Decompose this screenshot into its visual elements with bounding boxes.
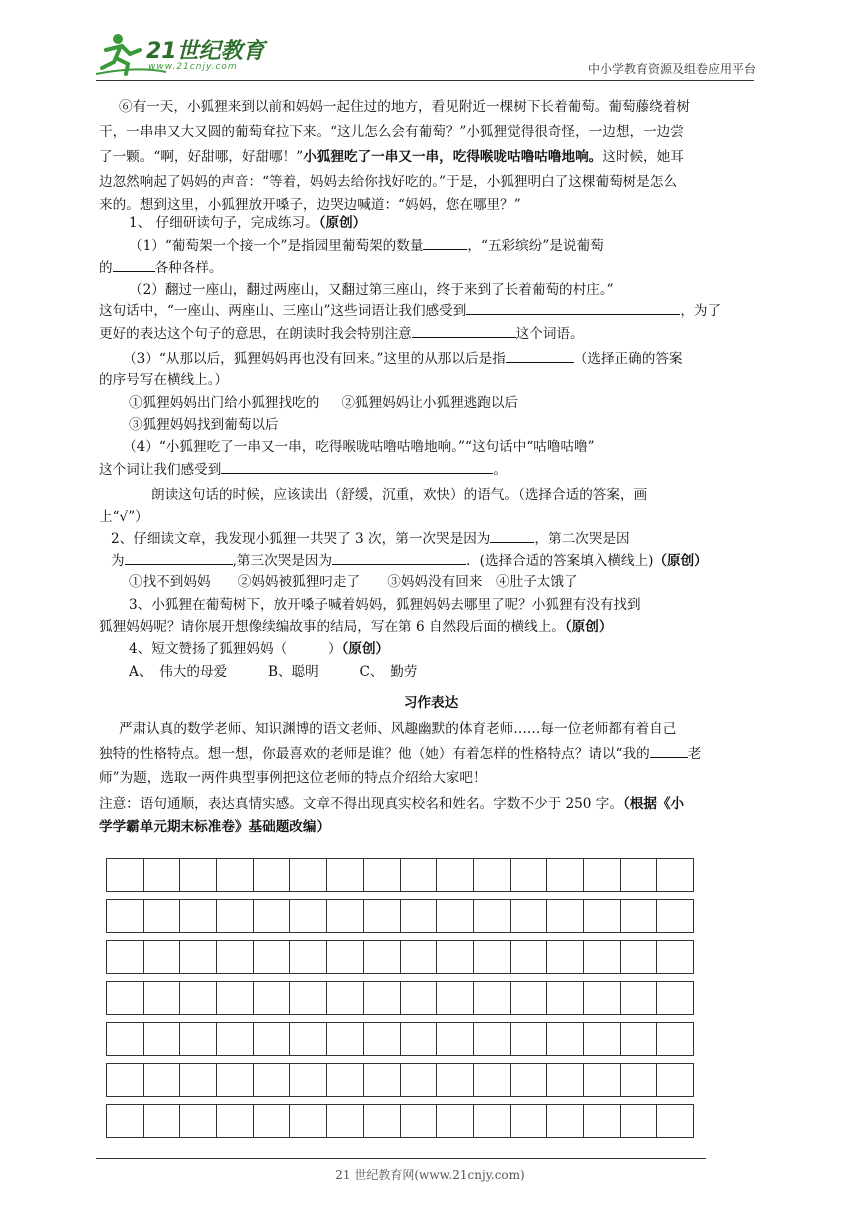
grid-cell[interactable] <box>143 981 180 1015</box>
logo-url: www.21cnjy.com <box>148 62 238 72</box>
grid-cell[interactable] <box>179 1022 216 1056</box>
grid-cell[interactable] <box>583 940 620 974</box>
grid-cell[interactable] <box>583 899 620 933</box>
passage-line-3 <box>99 147 684 167</box>
blank[interactable] <box>332 550 466 565</box>
grid-cell[interactable] <box>620 981 657 1015</box>
grid-cell[interactable] <box>179 899 216 933</box>
grid-cell[interactable] <box>400 858 437 892</box>
grid-cell[interactable] <box>143 1104 180 1138</box>
grid-cell[interactable] <box>106 940 143 974</box>
grid-cell[interactable] <box>436 1022 473 1056</box>
grid-cell[interactable] <box>583 981 620 1015</box>
grid-cell[interactable] <box>400 1022 437 1056</box>
footer-text: 21 世纪教育网(www.21cnjy.com) <box>335 1168 525 1182</box>
grid-cell[interactable] <box>546 1063 583 1097</box>
grid-cell[interactable] <box>363 1104 400 1138</box>
blank[interactable] <box>423 235 467 250</box>
grid-cell[interactable] <box>510 1104 547 1138</box>
grid-cell[interactable] <box>106 899 143 933</box>
q1-1-text: 的 <box>99 260 113 276</box>
q1-4: （4）“小狐狸吃了一串又一串，吃得喉咙咕噜咕噜地响。”“这句话中“咕噜咕噜” <box>123 439 595 455</box>
grid-cell[interactable] <box>473 899 510 933</box>
q4 <box>129 639 389 659</box>
grid-cell[interactable] <box>400 1104 437 1138</box>
writing-text: 独特的性格特点。想一想，你最喜欢的老师是谁？他（她）有着怎样的性格特点？请以“我的 <box>99 746 650 762</box>
passage-line-1: ⑥有一天，小狐狸来到以前和妈妈一起住过的地方，看见附近一棵树下长着葡萄。葡萄藤绕着树 <box>119 99 690 115</box>
grid-cell[interactable] <box>253 1063 290 1097</box>
grid-cell[interactable] <box>179 940 216 974</box>
q1-1-cont <box>99 257 223 278</box>
writing-p1: 严肃认真的数学老师、知识渊博的语文老师、风趣幽默的体育老师……每一位老师都有着自己 <box>119 721 677 737</box>
grid-cell[interactable] <box>326 940 363 974</box>
grid-cell[interactable] <box>546 899 583 933</box>
q2-text: ．(选择合适的答案填入横线上) <box>466 553 654 569</box>
blank[interactable] <box>466 300 680 315</box>
grid-cell[interactable] <box>289 1104 326 1138</box>
grid-cell[interactable] <box>106 1104 143 1138</box>
grid-cell[interactable] <box>289 981 326 1015</box>
q1-1-text: （1）“葡萄架一个接一个”是指园里葡萄架的数量 <box>129 238 424 254</box>
q1-2-text: 这句话中，“一座山、两座山、三座山”这些词语让我们感受到 <box>99 303 467 319</box>
grid-cell[interactable] <box>473 981 510 1015</box>
grid-cell[interactable] <box>326 1063 363 1097</box>
grid-cell[interactable] <box>216 1063 253 1097</box>
q2-text: 2、仔细读文章，我发现小狐狸一共哭了 3 次，第一次哭是因为 <box>111 531 491 547</box>
grid-cell[interactable] <box>106 858 143 892</box>
grid-row <box>106 981 694 1015</box>
grid-cell[interactable] <box>216 1104 253 1138</box>
grid-cell[interactable] <box>363 899 400 933</box>
grid-cell[interactable] <box>216 981 253 1015</box>
logo <box>96 30 296 80</box>
grid-cell[interactable] <box>289 1022 326 1056</box>
q1-1-text: 各种各样。 <box>154 260 223 276</box>
q2-text: ，第二次哭是因 <box>534 531 630 547</box>
grid-cell[interactable] <box>510 1022 547 1056</box>
grid-cell[interactable] <box>510 981 547 1015</box>
q2-cont <box>111 550 708 571</box>
q3-source: （原创） <box>564 619 613 635</box>
blank[interactable] <box>412 323 516 338</box>
writing-note <box>99 794 684 814</box>
grid-cell[interactable] <box>216 899 253 933</box>
grid-cell[interactable] <box>583 1022 620 1056</box>
grid-cell[interactable] <box>400 899 437 933</box>
grid-cell[interactable] <box>253 1104 290 1138</box>
q1-2-text: ，为了 <box>680 303 722 319</box>
footer-divider <box>96 1158 706 1159</box>
grid-cell[interactable] <box>510 899 547 933</box>
note-source: （根据《小 <box>622 796 685 812</box>
platform-name: 中小学教育资源及组卷应用平台 <box>587 62 756 76</box>
grid-row <box>106 1063 694 1097</box>
grid-cell[interactable] <box>473 1063 510 1097</box>
grid-cell[interactable] <box>656 1063 694 1097</box>
grid-cell[interactable] <box>583 858 620 892</box>
grid-cell[interactable] <box>216 858 253 892</box>
q1-source: （原创） <box>318 215 367 231</box>
grid-cell[interactable] <box>326 981 363 1015</box>
grid-row <box>106 899 694 933</box>
grid-cell[interactable] <box>289 1063 326 1097</box>
grid-cell[interactable] <box>473 858 510 892</box>
q2-source: （原创） <box>653 553 708 569</box>
q1-2: （2）翻过一座山，翻过两座山，又翻过第三座山，终于来到了长着葡萄的村庄。” <box>129 282 614 298</box>
note-text: 注意：语句通顺，表达真情实感。文章不得出现真实校名和姓名。字数不少于 250 字。 <box>99 796 623 812</box>
q1-3 <box>123 348 683 369</box>
grid-cell[interactable] <box>436 940 473 974</box>
grid-cell[interactable] <box>216 940 253 974</box>
grid-cell[interactable] <box>510 858 547 892</box>
grid-cell[interactable] <box>253 981 290 1015</box>
grid-cell[interactable] <box>106 1063 143 1097</box>
q2-text: ,第三次哭是因为 <box>232 553 333 569</box>
writing-p2 <box>99 743 701 764</box>
grid-cell[interactable] <box>546 1104 583 1138</box>
grid-cell[interactable] <box>253 940 290 974</box>
q1-3-options <box>129 393 518 413</box>
grid-cell[interactable] <box>363 1022 400 1056</box>
grid-cell[interactable] <box>216 1022 253 1056</box>
grid-cell[interactable] <box>179 858 216 892</box>
grid-cell[interactable] <box>510 940 547 974</box>
grid-cell[interactable] <box>253 1022 290 1056</box>
grid-cell[interactable] <box>656 940 694 974</box>
q2 <box>111 528 630 549</box>
grid-cell[interactable] <box>253 858 290 892</box>
grid-cell[interactable] <box>510 1063 547 1097</box>
q1-4-c: 朗读这句话的时候，应该读出（舒缓，沉重，欢快）的语气。（选择合适的答案，画 <box>151 487 648 503</box>
q2-text: 为 <box>111 553 125 569</box>
grid-cell[interactable] <box>400 1063 437 1097</box>
q1-4-b <box>99 459 507 480</box>
q1-title-text: 1、 仔细研读句子，完成练习。 <box>129 215 319 231</box>
grid-cell[interactable] <box>363 1063 400 1097</box>
q1-2-b <box>99 300 721 321</box>
blank[interactable] <box>113 257 155 272</box>
passage-line-5: 来的。想到这里，小狐狸放开嗓子，边哭边喊道：“妈妈，您在哪里？” <box>99 197 521 213</box>
grid-cell[interactable] <box>473 1022 510 1056</box>
grid-cell[interactable] <box>436 899 473 933</box>
grid-cell[interactable] <box>656 1022 694 1056</box>
passage-text: 了一颗。“啊，好甜哪，好甜哪！” <box>99 149 304 165</box>
q1-4-text: 。 <box>493 462 507 478</box>
grid-cell[interactable] <box>143 1063 180 1097</box>
q2-options: ①找不到妈妈 ②妈妈被狐狸叼走了 ③妈妈没有回来 ④肚子太饿了 <box>129 574 578 590</box>
grid-cell[interactable] <box>326 1022 363 1056</box>
logo-text: 21世纪教育 <box>146 39 265 64</box>
grid-cell[interactable] <box>143 858 180 892</box>
grid-cell[interactable] <box>106 981 143 1015</box>
grid-cell[interactable] <box>546 940 583 974</box>
writing-note-cont: 学学霸单元期末标准卷》基础题改编） <box>99 819 331 835</box>
q1-title <box>129 213 366 233</box>
grid-cell[interactable] <box>546 981 583 1015</box>
option-1: ①狐狸妈妈出门给小狐狸找吃的 <box>129 395 320 411</box>
grid-cell[interactable] <box>620 1104 657 1138</box>
grid-cell[interactable] <box>179 981 216 1015</box>
blank[interactable] <box>125 550 233 565</box>
grid-cell[interactable] <box>656 858 694 892</box>
q1-4-d: 上“√”） <box>99 509 149 525</box>
grid-cell[interactable] <box>656 1104 694 1138</box>
passage-line-2: 干，一串串又大又圆的葡萄耷拉下来。“这儿怎么会有葡萄？”小狐狸觉得很奇怪，一边想，一边尝 <box>99 124 684 140</box>
q3-text: 狐狸妈妈呢？请你展开想像续编故事的结局，写在第 6 自然段后面的横线上。 <box>99 619 565 635</box>
q1-2-c <box>99 323 584 344</box>
passage-bold-sentence: 小狐狸吃了一串又一串，吃得喉咙咕噜咕噜地响。 <box>303 149 603 165</box>
grid-row <box>106 1022 694 1056</box>
writing-title: 习作表达 <box>403 695 459 711</box>
blank[interactable] <box>650 743 688 758</box>
grid-cell[interactable] <box>289 858 326 892</box>
grid-cell[interactable] <box>656 899 694 933</box>
grid-cell[interactable] <box>326 899 363 933</box>
grid-cell[interactable] <box>620 858 657 892</box>
q3: 3、小狐狸在葡萄树下，放开嗓子喊着妈妈，狐狸妈妈去哪里了呢？小狐狸有没有找到 <box>129 597 641 613</box>
grid-cell[interactable] <box>326 1104 363 1138</box>
passage-text: 这时候，她耳 <box>602 149 684 165</box>
grid-cell[interactable] <box>179 1063 216 1097</box>
writing-p3: 师”为题，选取一两件典型事例把这位老师的特点介绍给大家吧！ <box>99 770 487 786</box>
grid-cell[interactable] <box>436 858 473 892</box>
grid-cell[interactable] <box>620 940 657 974</box>
grid-cell[interactable] <box>179 1104 216 1138</box>
q1-3-text: （选择正确的答案 <box>573 351 683 367</box>
grid-cell[interactable] <box>546 858 583 892</box>
grid-cell[interactable] <box>620 899 657 933</box>
grid-cell[interactable] <box>436 1104 473 1138</box>
grid-cell[interactable] <box>583 1104 620 1138</box>
grid-row <box>106 858 694 892</box>
q3-cont <box>99 617 612 637</box>
grid-cell[interactable] <box>143 1022 180 1056</box>
writing-text: 老 <box>687 746 702 762</box>
grid-row <box>106 1104 694 1138</box>
grid-cell[interactable] <box>106 1022 143 1056</box>
grid-cell[interactable] <box>363 858 400 892</box>
blank[interactable] <box>506 348 574 363</box>
grid-cell[interactable] <box>289 899 326 933</box>
q1-3-cont: 的序号写在横线上。） <box>99 372 229 388</box>
grid-cell[interactable] <box>473 940 510 974</box>
blank[interactable] <box>490 528 534 543</box>
q4-options: A、 伟大的母爱 B、聪明 C、 勤劳 <box>129 664 418 680</box>
q4-source: （原创） <box>341 641 390 657</box>
q1-1 <box>129 235 604 256</box>
grid-cell[interactable] <box>546 1022 583 1056</box>
blank[interactable] <box>221 459 493 474</box>
q1-4-text: 这个词让我们感受到 <box>99 462 222 478</box>
grid-cell[interactable] <box>289 940 326 974</box>
option-2: ②狐狸妈妈让小狐狸逃跑以后 <box>341 395 519 411</box>
grid-cell[interactable] <box>363 981 400 1015</box>
grid-cell[interactable] <box>620 1022 657 1056</box>
passage-line-4: 边忽然响起了妈妈的声音：“等着，妈妈去给你找好吃的。”于是，小狐狸明白了这棵葡萄树是怎么 <box>99 174 678 190</box>
q1-3-text: （3）“从那以后，狐狸妈妈再也没有回来。”这里的从那以后是指 <box>123 351 506 367</box>
grid-cell[interactable] <box>326 858 363 892</box>
grid-cell[interactable] <box>436 981 473 1015</box>
grid-cell[interactable] <box>253 899 290 933</box>
q1-1-text: ，“五彩缤纷”是说葡萄 <box>467 238 604 254</box>
grid-cell[interactable] <box>583 1063 620 1097</box>
grid-row <box>106 940 694 974</box>
q1-2-text: 更好的表达这个句子的意思，在朗读时我会特别注意 <box>99 326 412 342</box>
grid-cell[interactable] <box>400 981 437 1015</box>
q1-2-text: 这个词语。 <box>515 326 584 342</box>
grid-cell[interactable] <box>400 940 437 974</box>
grid-cell[interactable] <box>620 1063 657 1097</box>
grid-cell[interactable] <box>143 899 180 933</box>
grid-cell[interactable] <box>143 940 180 974</box>
grid-cell[interactable] <box>436 1063 473 1097</box>
grid-cell[interactable] <box>656 981 694 1015</box>
header-divider <box>96 80 754 81</box>
option-3: ③狐狸妈妈找到葡萄以后 <box>129 417 279 433</box>
grid-cell[interactable] <box>473 1104 510 1138</box>
q4-text: 4、短文赞扬了狐狸妈妈（ ） <box>129 641 342 657</box>
grid-cell[interactable] <box>363 940 400 974</box>
